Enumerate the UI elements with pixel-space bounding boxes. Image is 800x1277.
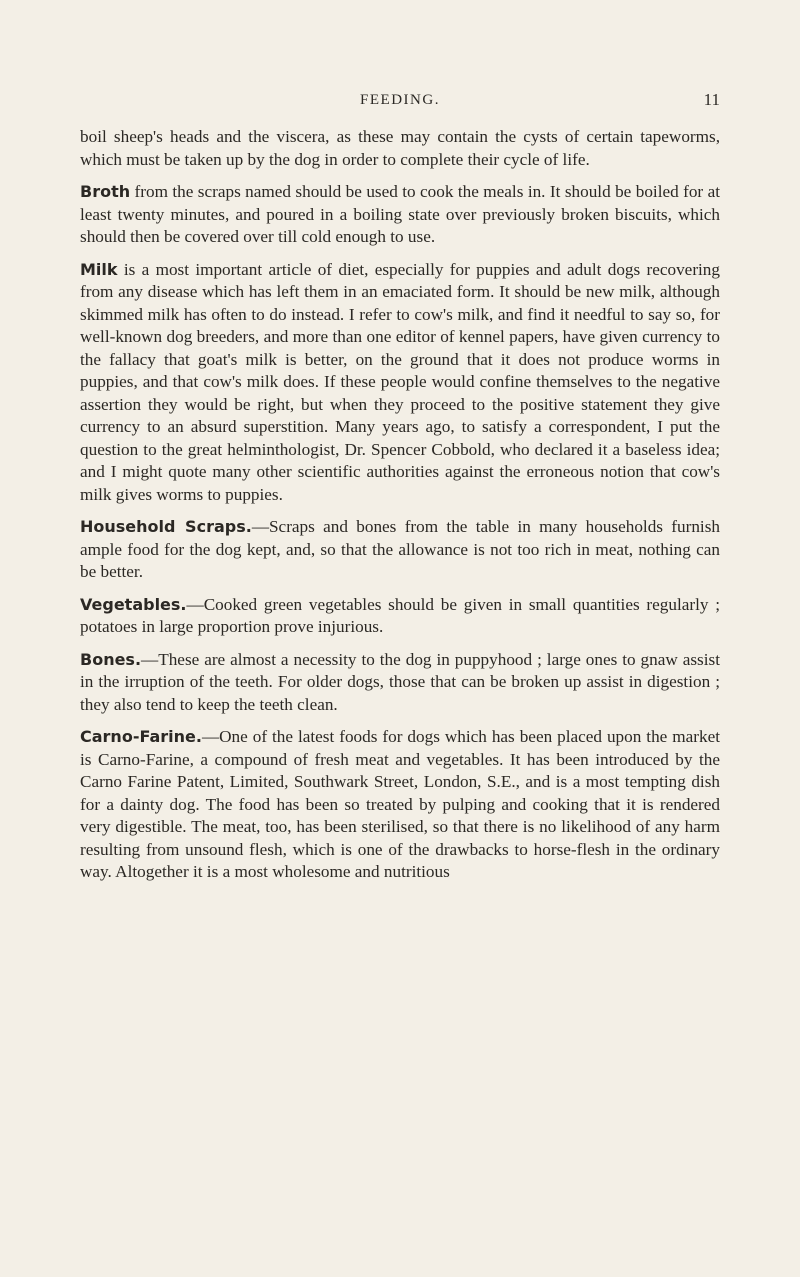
running-title: FEEDING. xyxy=(360,92,440,108)
paragraph-text: —Cooked green vegetables should be given in small quantities regularly ; potatoes in large proportion prove injurious. xyxy=(80,594,720,636)
paragraph-term: Vegetables. xyxy=(80,594,187,614)
paragraph-household-scraps xyxy=(80,516,720,584)
running-head xyxy=(80,90,720,114)
paragraph-term: Bones. xyxy=(80,649,142,669)
paragraph-carno-farine xyxy=(80,726,720,884)
paragraph-term: Milk xyxy=(80,259,118,279)
paragraph-text: —One of the latest foods for dogs which has been placed upon the market is Carno-Farine, a compound of fresh meat and vegetables. It has been introduced by the Carno Farine Patent, Limited, Southwark Street, London, S.E., and is a most tempting dish for a dainty dog. The food has been so treated by pulping and cooking that it is rendered very digestible. The meat, too, has been sterilised, so that there is no likelihood of any harm resulting from unsound flesh, which is one of the drawbacks to horse-flesh in the ordinary way. Altogether it is a most wholesome and nutritious xyxy=(80,727,720,881)
paragraph-bones xyxy=(80,649,720,717)
paragraph-term: Carno-Farine. xyxy=(80,727,202,746)
paragraph-text: —These are almost a necessity to the dog in puppyhood ; large ones to gnaw assist in the irruption of the teeth. For older dogs, those that can be broken up assist in digestion ; they also tend to keep the teeth clean. xyxy=(80,649,720,714)
paragraph-intro xyxy=(80,126,720,171)
paragraph-text: boil sheep's heads and the viscera, as these may contain the cysts of certain tapeworms, which must be taken up by the dog in order to complete their cycle of life. xyxy=(80,127,720,169)
paragraph-broth xyxy=(80,181,720,249)
paragraph-vegetables xyxy=(80,594,720,639)
paragraph-text: from the scraps named should be used to cook the meals in. It should be boiled for at least twenty minutes, and poured in a boiling state over previously broken biscuits, which should then be covered over till cold enough to use. xyxy=(80,182,720,246)
paragraph-term: Household Scraps. xyxy=(80,517,252,536)
body-text xyxy=(80,126,720,894)
page-number: 11 xyxy=(703,90,720,109)
paragraph-text: is a most important article of diet, especially for puppies and adult dogs recovering from any disease which has left them in an emaciated form. It should be new milk, although skimmed milk has often to do instead. I refer to cow's milk, and find it needful to say so, for well-known dog breeders, and more than one editor of kennel papers, have given currency to the fallacy that goat's milk is better, on the ground that it does not produce worms in puppies, and that cow's milk does. If these people would confine themselves to the negative assertion they would be right, but when they proceed to the positive statement they give currency to an absurd superstition. Many years ago, to satisfy a correspondent, I put the question to the great helminthologist, Dr. Spencer Cobbold, who declared it a baseless idea; and I might quote many other scientific authorities against the erroneous notion that cow's milk gives worms to puppies. xyxy=(80,259,720,504)
paragraph-text: —Scraps and bones from the table in many households furnish ample food for the dog kept, and, so that the allowance is not too rich in meat, nothing can be better. xyxy=(80,517,720,581)
paragraph-milk xyxy=(80,259,720,507)
paragraph-term: Broth xyxy=(80,182,131,201)
